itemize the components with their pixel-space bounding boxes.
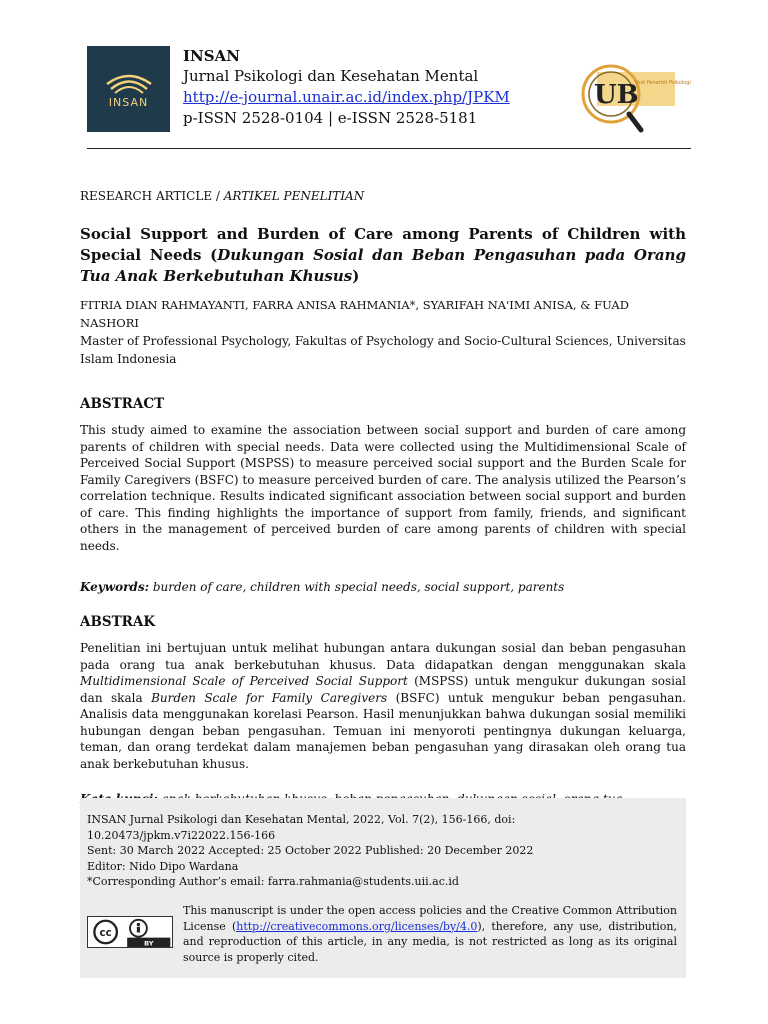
article-type-id: ARTIKEL PENELITIAN (223, 189, 365, 203)
abstrak-heading: ABSTRAK (80, 614, 156, 630)
header-divider (87, 148, 691, 149)
keywords-text: burden of care, children with special needs, social support, parents (149, 580, 565, 594)
journal-info (183, 46, 510, 129)
article-title (80, 224, 686, 287)
title-paren-open: ( (201, 246, 218, 264)
publisher-logo-small-text: Unit Penerbit Psikologi (635, 80, 691, 86)
abstrak-text (80, 640, 686, 772)
article-type-separator: / (212, 189, 224, 203)
journal-full-name: Jurnal Psikologi dan Kesehatan Mental (183, 67, 479, 85)
cc-by-label: BY (144, 939, 154, 948)
journal-issn: p-ISSN 2528-0104 | e-ISSN 2528-5181 (183, 109, 478, 127)
abstrak-italic-2: Burden Scale for Family Caregivers (151, 690, 388, 705)
title-paren-close: ) (352, 267, 360, 285)
abstract-heading: ABSTRACT (80, 396, 165, 412)
license-statement (183, 903, 677, 965)
article-content (80, 186, 686, 808)
abstrak-part-3: (BSFC) untuk mengukur beban pengasuhan. Analisis data menggunakan korelasi Pearson. Hasil menunjukkan bahwa dukungan sosial memiliki hubungan dengan beban pengasuhan. Temuan ini menyoroti pentingnya dukungan keluarga, teman, dan orang terdekat dalam manajemen beban pengasuhan yang dirasakan oleh orang tua anak berkebutuhan khusus. (80, 690, 687, 771)
editor-line: Editor: Nido Dipo Wardana (87, 859, 239, 873)
insan-logo (87, 46, 170, 132)
journal-header (87, 46, 691, 150)
publisher-logo-icon (567, 58, 691, 136)
journal-short-name: INSAN (183, 47, 240, 65)
article-metadata (87, 812, 677, 890)
publisher-logo-letters: UB (594, 80, 639, 110)
journal-url-link[interactable]: http://e-journal.unair.ac.id/index.php/JPKM (183, 88, 510, 106)
title-english: Social Support and Burden of Care among Parents of Children with Special Needs (80, 225, 686, 264)
article-type (80, 186, 686, 206)
author-affiliation: Master of Professional Psychology, Fakultas of Psychology and Socio-Cultural Sciences, Universitas Islam Indonesia (80, 334, 686, 366)
abstrak-part-1: Penelitian ini bertujuan untuk melihat hubungan antara dukungan sosial dan beban pengasuhan pada orang tua anak berkebutuhan khusus. Data didapatkan dengan menggunakan skala (80, 641, 686, 672)
license-url-link[interactable]: http://creativecommons.org/licenses/by/4.0 (236, 919, 478, 933)
cc-by-license-icon (87, 916, 173, 948)
article-type-en: RESEARCH ARTICLE (80, 189, 213, 203)
citation-line: INSAN Jurnal Psikologi dan Kesehatan Mental, 2022, Vol. 7(2), 156-166, doi: 10.20473/jpkm.v7i22022.156-166 (87, 813, 516, 842)
license-text-a: This manuscript is under the open access policies and the Creative Common Attribution License ( (183, 904, 677, 933)
keywords-label: Keywords: (80, 580, 150, 594)
dates-line: Sent: 30 March 2022 Accepted: 25 October 2022 Published: 20 December 2022 (87, 844, 534, 857)
svg-text:cc: cc (99, 927, 112, 940)
abstract-text: This study aimed to examine the association between social support and burden of care among parents of children with special needs. Data were collected using the Multidimensional Scale of Perceived Social Support (MSPSS) to measure perceived social support and the Burden Scale for Family Caregivers (BSFC) to measure perceived burden of care. The analysis utilized the Pearson’s correlation technique. Results indicated significant association between social support and burden of care. This finding highlights the importance of support from family, friends, and significant others in the management of perceived burden of care among parents of children with special needs. (80, 423, 686, 553)
corresponding-email-line: *Corresponding Author’s email: farra.rahmania@students.uii.ac.id (87, 875, 459, 888)
abstrak-part-2: (MSPSS) untuk mengukur dukungan sosial dan skala (80, 674, 686, 705)
title-indonesian: Dukungan Sosial dan Beban Pengasuhan pada Orang Tua Anak Berkebutuhan Khusus (80, 246, 686, 285)
license-text-b: ), therefore, any use, distribution, and reproduction of this article, in any media, is not restricted as long as its original source is properly cited. (183, 919, 677, 964)
logo-text: INSAN (108, 96, 149, 109)
keywords-line (80, 578, 686, 596)
article-info-box (80, 798, 686, 978)
author-list: FITRIA DIAN RAHMAYANTI, FARRA ANISA RAHMANIA*, SYARIFAH NA'IMI ANISA, & FUAD NASHORI (80, 298, 629, 330)
abstrak-italic-1: Multidimensional Scale of Perceived Social Support (80, 674, 408, 688)
open-book-icon (103, 64, 155, 94)
